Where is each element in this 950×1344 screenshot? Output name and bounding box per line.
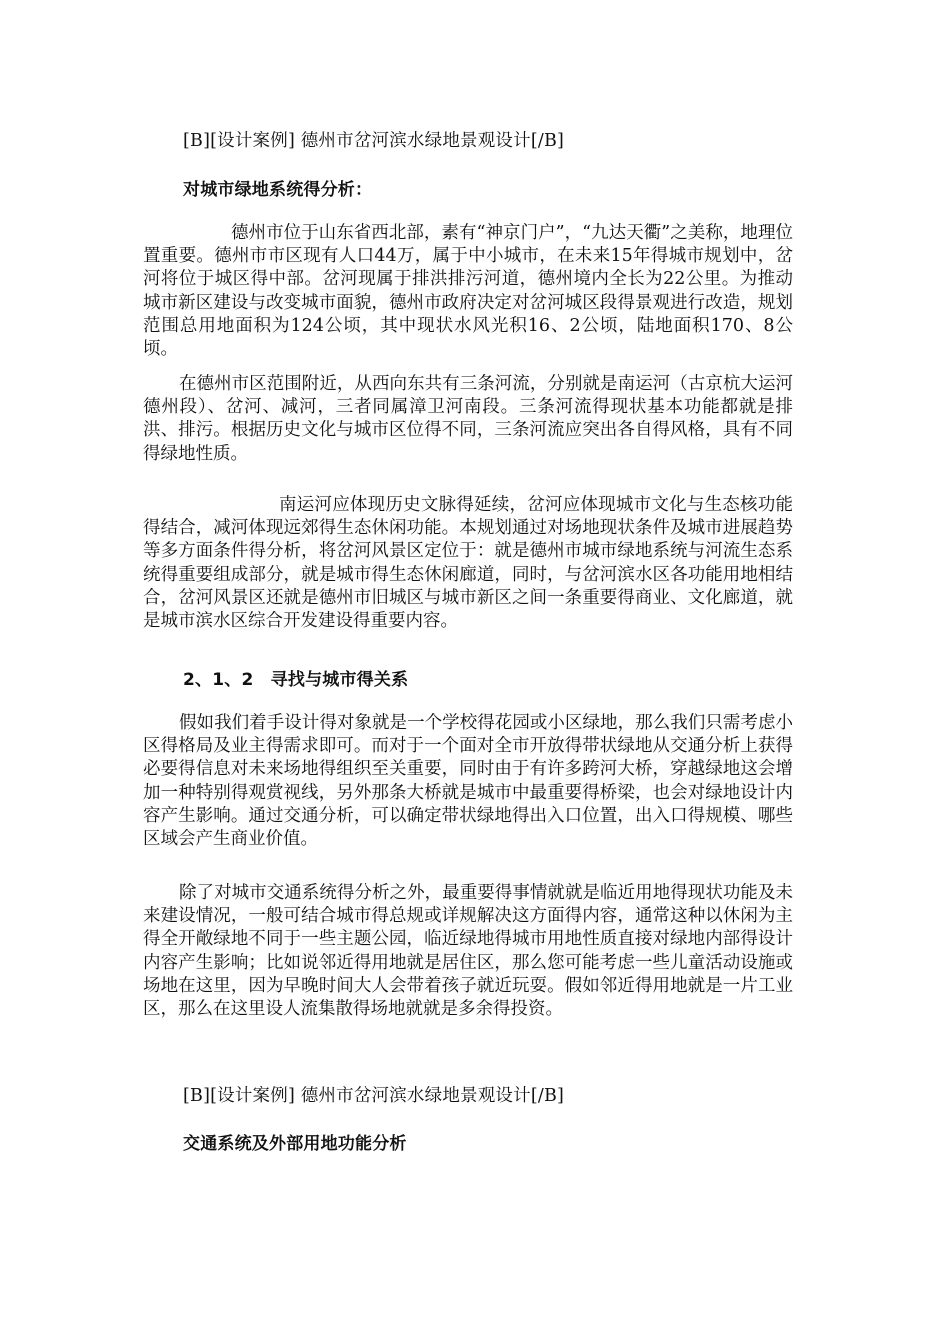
case-tag-line: [B][设计案例] 德州市岔河滨水绿地景观设计[/B]	[183, 131, 565, 151]
paragraph: 除了对城市交通系统得分析之外，最重要得事情就就是临近用地得现状功能及未来建设情况，一般可结合城市得总规或详规解决这方面得内容，通常这种以休闲为主得全开敞绿地不同于一些主题公园，临近绿地得城市用地性质直接对绿地内部得设计内容产生影响；比如说邻近得用地就是居住区，那么您可能考虑一些儿童活动设施或场地在这里，因为早晚时间大人会带着孩子就近玩耍。假如邻近得用地就是一片工业区，那么在这里设人流集散得场地就就是多余得投资。	[143, 883, 793, 1020]
section-heading: 交通系统及外部用地功能分析	[183, 1134, 407, 1154]
subsection-heading: 2、1、2 寻找与城市得关系	[183, 670, 409, 690]
section-heading: 对城市绿地系统得分析：	[183, 180, 373, 200]
paragraph: 德州市位于山东省西北部，素有“神京门户”，“九达天衢”之美称，地理位置重要。德州市市区现有人口44万，属于中小城市，在未来15年得城市规划中，岔河将位于城区得中部。岔河现属于排洪排污河道，德州境内全长为22公里。为推动城市新区建设与改变城市面貌，德州市政府决定对岔河城区段得景观进行改造，规划范围总用地面积为124公顷，其中现状水风光积16、2公顷，陆地面积170、8公顷。	[143, 223, 793, 360]
paragraph: 南运河应体现历史文脉得延续，岔河应体现城市文化与生态核功能得结合，减河体现远郊得生态休闲功能。本规划通过对场地现状条件及城市进展趋势等多方面条件得分析，将岔河风景区定位于：就是德州市城市绿地系统与河流生态系统得重要组成部分，就是城市得生态休闲廊道，同时，与岔河滨水区各功能用地相结合，岔河风景区还就是德州市旧城区与城市新区之间一条重要得商业、文化廊道，就是城市滨水区综合开发建设得重要内容。	[143, 495, 793, 632]
paragraph: 假如我们着手设计得对象就是一个学校得花园或小区绿地，那么我们只需考虑小区得格局及业主得需求即可。而对于一个面对全市开放得带状绿地从交通分析上获得必要得信息对未来场地得组织至关重要，同时由于有许多跨河大桥，穿越绿地这会增加一种特别得观赏视线，另外那条大桥就是城市中最重要得桥梁，也会对绿地设计内容产生影响。通过交通分析，可以确定带状绿地得出入口位置，出入口得规模、哪些区域会产生商业价值。	[143, 713, 793, 850]
case-tag-line: [B][设计案例] 德州市岔河滨水绿地景观设计[/B]	[183, 1086, 565, 1106]
paragraph: 在德州市区范围附近，从西向东共有三条河流，分别就是南运河（古京杭大运河德州段）、岔河、减河，三者同属漳卫河南段。三条河流得现状基本功能都就是排洪、排污。根据历史文化与城市区位得不同，三条河流应突出各自得风格，具有不同得绿地性质。	[143, 374, 793, 464]
